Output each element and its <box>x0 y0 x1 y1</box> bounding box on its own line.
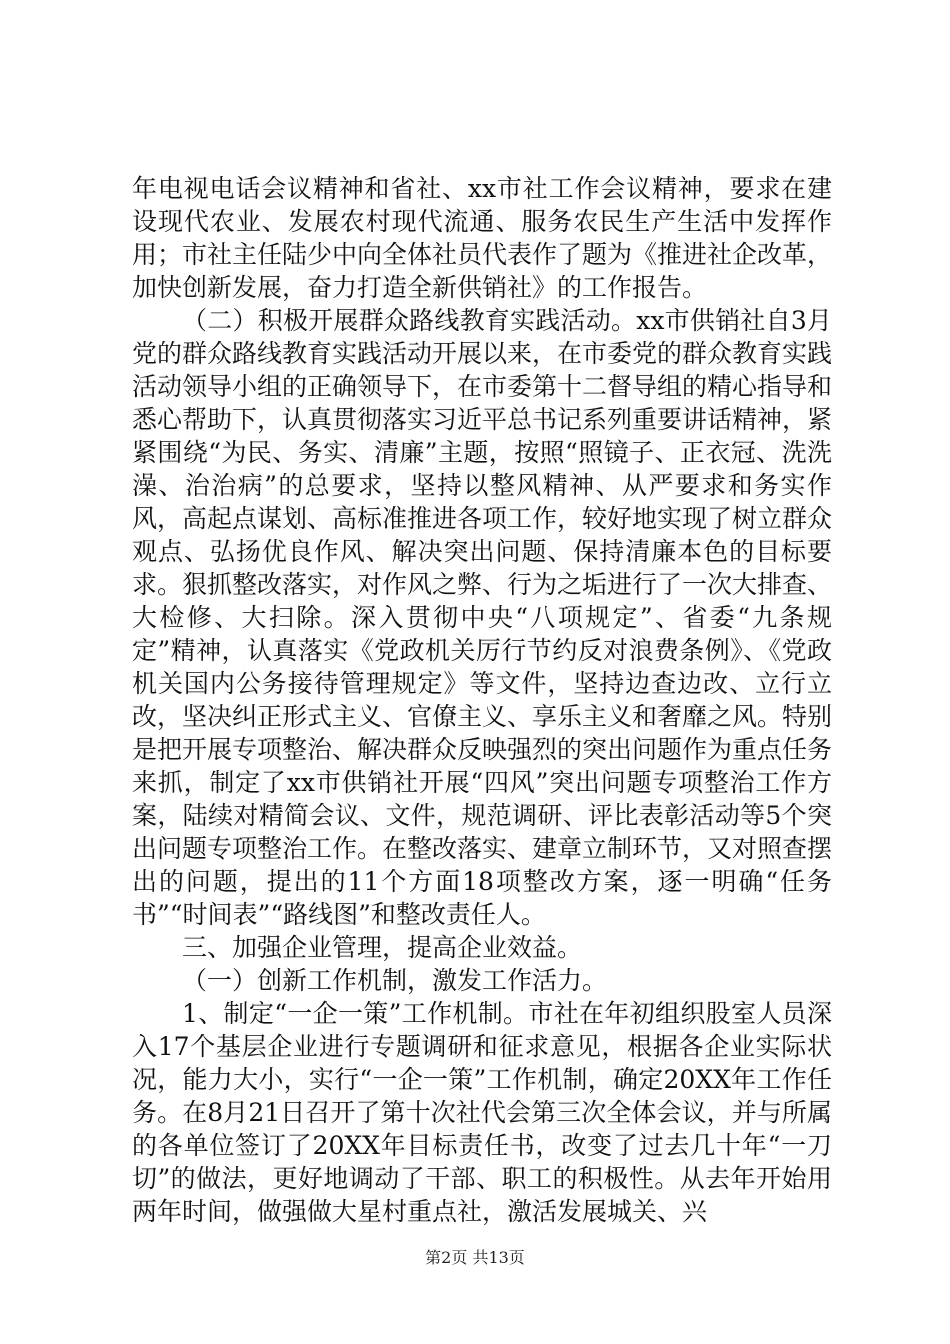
paragraph-continuation: 年电视电话会议精神和省社、xx市社工作会议精神，要求在建设现代农业、发展农村现代流通、服务农民生产生活中发挥作用；市社主任陆少中向全体社员代表作了题为《推进社企改革，加快创新发展，奋力打造全新供销社》的工作报告。 <box>132 174 833 302</box>
document-body <box>132 172 832 1228</box>
paragraph-mass-line-campaign: （二）积极开展群众路线教育实践活动。xx市供销社自3月党的群众路线教育实践活动开展以来，在市委党的群众教育实践活动领导小组的正确领导下，在市委第十二督导组的精心指导和悉心帮助下，认真贯彻落实习近平总书记系列重要讲话精神，紧紧围绕“为民、务实、清廉”主题，按照“照镜子、正衣冠、洗洗澡、治治病”的总要求，坚持以整风精神、从严要求和务实作风，高起点谋划、高标准推进各项工作，较好地实现了树立群众观点、弘扬优良作风、解决突出问题、保持清廉本色的目标要求。狠抓整改落实，对作风之弊、行为之垢进行了一次大排查、大检修、大扫除。深入贯彻中央“八项规定”、省委“九条规定”精神，认真落实《党政机关厉行节约反对浪费条例》、《党政机关国内公务接待管理规定》等文件，坚持边查边改、立行立改，坚决纠正形式主义、官僚主义、享乐主义和奢靡之风。特别是把开展专项整治、解决群众反映强烈的突出问题作为重点任务来抓，制定了xx市供销社开展“四风”突出问题专项整治工作方案，陆续对精简会议、文件，规范调研、评比表彰活动等5个突出问题专项整治工作。在整改落实、建章立制环节，又对照查摆出的问题，提出的11个方面18项整改方案，逐一明确“任务书”“时间表”“路线图”和整改责任人。 <box>132 306 833 929</box>
page-footer: 第2页 共13页 <box>425 1248 525 1267</box>
subsection-heading-work-mechanism: （一）创新工作机制，激发工作活力。 <box>182 966 608 995</box>
section-heading-enterprise-management: 三、加强企业管理，提高企业效益。 <box>182 933 583 962</box>
paragraph-one-enterprise-one-policy: 1、制定“一企一策”工作机制。市社在年初组织股室人员深入17个基层企业进行专题调研和征求意见，根据各企业实际状况，能力大小，实行“一企一策”工作机制，确定20XX年工作任务。在8月21日召开了第十次社代会第三次全体会议，并与所属的各单位签订了20XX年目标责任书，改变了过去几十年“一刀切”的做法，更好地调动了干部、职工的积极性。从去年开始用两年时间，做强做大星村重点社，激活发展城关、兴 <box>132 999 832 1226</box>
